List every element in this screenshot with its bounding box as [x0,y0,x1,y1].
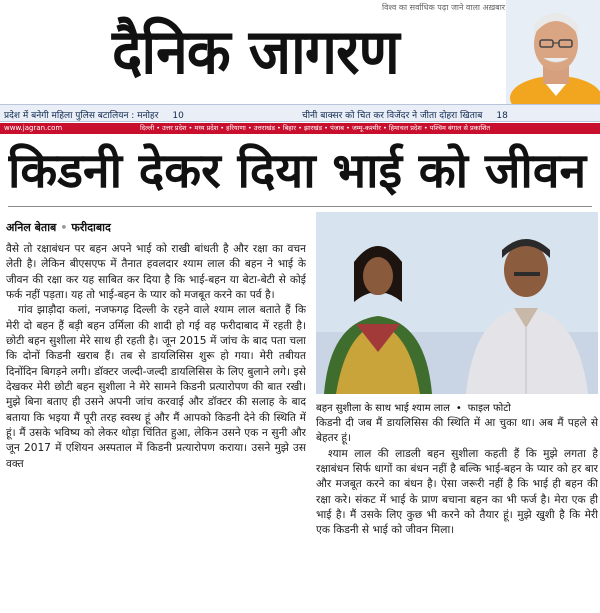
photo-credit: फाइल फोटो [467,403,511,414]
edition-nav-bar [0,123,600,134]
photo-caption [316,400,598,414]
article-body-right [316,416,598,610]
site-url-link[interactable]: www.jagran.com [4,124,63,132]
teaser-item[interactable] [302,108,508,121]
siblings-photo-illustration [316,212,598,394]
article-paragraph: गांव झाड़ौदा कलां, नजफगढ़ दिल्ली के रहने वाले श्याम लाल बताते हैं कि मेरी दो बहन हैं बड़ी बहन उर्मिला की शादी हो गई वह फरीदाबाद में रहती है। छोटी बहन सुशीला मेरे साथ ही रहती है। जून 2015 में जांच के बाद पता चला कि दोनों किडनी खराब हैं। तब से डायलिसिस शुरू हो गया। मेरी तबीयत दिनोंदिन बिगड़ने लगी। डॉक्टर जल्दी-जल्दी डायलिसिस के लिए बुलाने लगे। इसे देखकर मेरी छोटी बहन सुशीला ने मेरे सामने किडनी प्रत्यारोपण की बात रखी। मुझे बिना बताए ही उसने अपनी जांच करवाई और डॉक्टर की सलाह के बाद बताया कि भइया मैं पूरी तरह स्वस्थ हूं और मैं आपको किडनी देने की स्थिति में हूं। मैं उसके भविष्य को लेकर थोड़ा चिंतित हुआ, लेकिन उसने एक न सुनी और जून 2017 में एशियन अस्पताल में किडनी प्रत्यारोपण कराया। उसने मुझे उस वक्त [6,304,306,470]
portrait-illustration [506,0,600,104]
masthead-tagline: विश्व का सर्वाधिक पढ़ा जाने वाला अख़बार [382,3,506,12]
edition-list: दिल्ली • उत्तर प्रदेश • मध्य प्रदेश • हरियाणा • उत्तराखंड • बिहार • झारखंड • पंजाब • जम्मू-कश्मीर • हिमाचल प्रदेश • पश्चिम बंगाल से प्रकाशित [140,124,491,132]
dateline-location: फरीदाबाद [71,221,111,234]
article-byline [6,220,111,235]
masthead [0,0,600,104]
teaser-page-number: 10 [172,111,184,121]
article-paragraph: वैसे तो रक्षाबंधन पर बहन अपने भाई को राखी बांधती है और रक्षा का वचन लेती है। लेकिन बीएसएफ में तैनात हवलदार श्याम लाल की बहन ने भाई के जीवन की रक्षा कर यह साबित कर दिया है कि भाई-बहन या बेटा-बेटी से कोई फर्क नहीं पड़ता। यह तो भाई-बहन के प्यार को मजबूत करने का पर्व है। [6,243,306,302]
teaser-item[interactable] [4,108,184,121]
article-paragraph: किडनी दी जब मैं डायलिसिस की स्थिति में आ चुका था। अब मैं पहले से बेहतर हूं। [316,417,598,445]
byline-separator: • [60,221,68,234]
newspaper-logo[interactable] [112,12,492,92]
teaser-headline: प्रदेश में बनेगी महिला पुलिस बटालियन : मनोहर [4,111,159,121]
author-name: अनिल बेताब [6,221,57,234]
masthead-portrait-image [506,0,600,104]
teaser-page-number: 18 [496,111,508,121]
article-headline: किडनी देकर दिया भाई को जीवन [8,143,587,199]
teaser-bar [0,104,600,122]
newspaper-logo-text: दैनिक जागरण [112,15,399,88]
caption-separator: • [455,403,462,414]
teaser-headline: चीनी बाक्सर को चित कर विजेंदर ने जीता दोहरा खिताब [302,111,483,121]
photo-caption-text: बहन सुशीला के साथ भाई श्याम लाल [316,403,450,414]
article-photo [316,212,598,394]
headline-divider [8,206,592,207]
article-body-left [6,242,306,610]
article-paragraph: श्याम लाल की लाडली बहन सुशीला कहती हैं कि मुझे लगता है रक्षाबंधन सिर्फ धागों का बंधन नहीं है बल्कि भाई-बहन के प्यार को हर बार और मजबूत करने का बंधन है। ऐसा जरूरी नहीं है कि भाई ही बहन की रक्षा करे। संकट में भाई के प्राण बचाना बहन का भी फर्ज है। मेरा एक ही भाई है। मैं उसके लिए कुछ भी करने को तैयार हूं। मुझे खुशी है कि मेरी एक किडनी से भाई को जीवन मिला। [316,447,598,537]
